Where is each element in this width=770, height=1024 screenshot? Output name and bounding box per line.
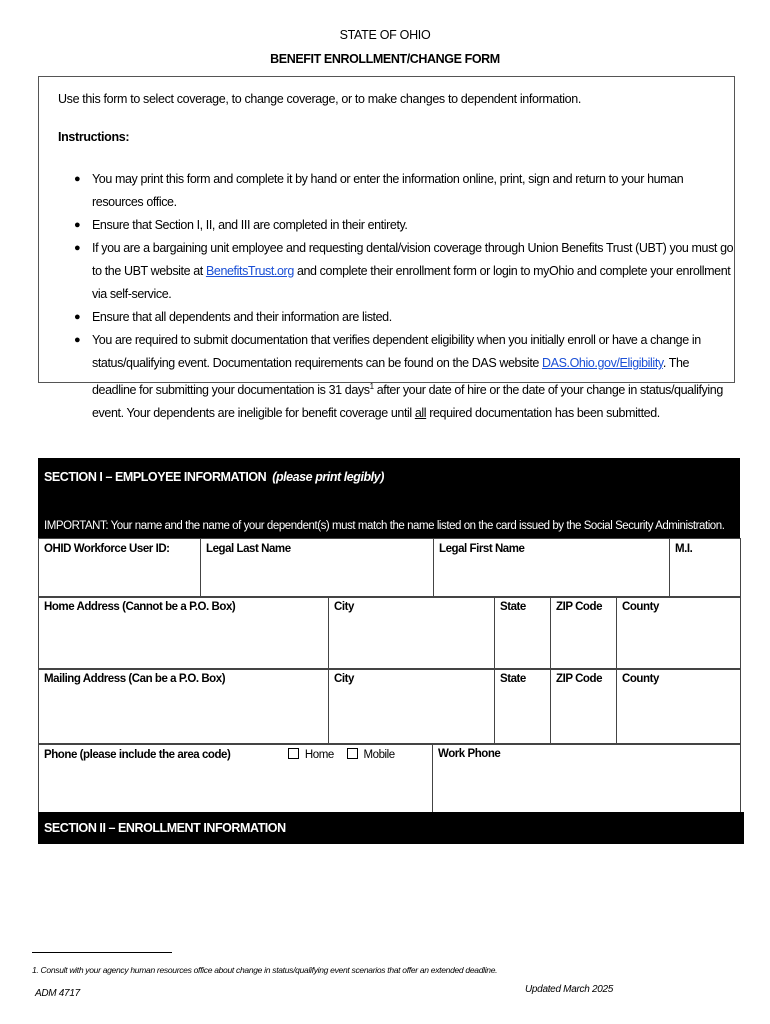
emphasis-all: all [414,406,427,421]
instruction-text: Ensure that Section I, II, and III are completed in their entirety. [92,218,408,232]
phone-field[interactable] [39,744,433,814]
instruction-item [74,237,734,306]
section1-title [44,470,384,484]
ohid-field[interactable] [39,539,201,598]
phone-label: Phone (please include the area code) [44,749,231,761]
state-heading: STATE OF OHIO [339,28,431,42]
zip-label: ZIP Code [556,673,603,685]
intro-text: Use this form to select coverage, to change coverage, or to make changes to dependent information. [58,92,581,106]
mailing-county-field[interactable] [617,669,741,745]
city-label: City [334,601,354,613]
mi-label: M.I. [675,543,693,555]
updated-date: Updated March 2025 [525,984,613,995]
name-row [38,538,741,598]
instruction-item [74,329,734,425]
instruction-text: . The deadline for submitting your documentation is 31 days [92,356,690,398]
home-address-row [38,596,741,670]
form-number: ADM 4717 [35,988,80,999]
bullet-icon: ● [74,219,81,231]
home-checkbox[interactable] [288,748,299,759]
mobile-option-label: Mobile [363,749,395,761]
instruction-text: required documentation has been submitted. [426,406,660,421]
work-phone-field[interactable] [433,744,741,814]
home-address-field[interactable] [39,597,329,670]
section1-title-note: (please print legibly) [272,470,384,484]
zip-label: ZIP Code [556,601,603,613]
instructions-title: Instructions: [58,130,130,144]
instruction-item [74,306,734,329]
das-eligibility-link[interactable]: DAS.Ohio.gov/Eligibility [542,356,663,370]
section1-title-text: SECTION I – EMPLOYEE INFORMATION [44,470,267,484]
footnote-ref: 1 [369,382,374,391]
phone-row [38,743,741,814]
important-note: IMPORTANT: Your name and the name of your dependent(s) must match the name listed on the card issued by the Social Security Administration. [44,520,725,532]
ohid-label: OHID Workforce User ID: [44,543,170,555]
home-zip-field[interactable] [551,597,617,670]
instruction-text: You may print this form and complete it by hand or enter the information online, print, sign and return to your human resources office. [92,172,684,209]
mailing-address-row [38,668,741,745]
instruction-text: and complete their enrollment form or login to myOhio and complete your enrollment via self-service. [92,264,731,301]
mailing-zip-field[interactable] [551,669,617,745]
first-name-field[interactable] [434,539,670,598]
instruction-text: You are required to submit documentation that verifies dependent eligibility when you initially enroll or have a change in status/qualifying event. Documentation requirements can be found on the DAS website [92,333,701,370]
home-address-label: Home Address (Cannot be a P.O. Box) [44,601,236,613]
form-title: BENEFIT ENROLLMENT/CHANGE FORM [270,52,500,66]
benefits-trust-link[interactable]: BenefitsTrust.org [205,264,294,278]
work-phone-label: Work Phone [438,748,501,760]
mi-field[interactable] [670,539,741,598]
first-name-label: Legal First Name [439,543,525,555]
home-option-label: Home [304,749,334,761]
home-city-field[interactable] [329,597,495,670]
instructions-list [74,168,734,425]
last-name-field[interactable] [201,539,434,598]
instruction-item [74,214,734,237]
home-county-field[interactable] [617,597,741,670]
bullet-icon: ● [74,334,81,346]
instruction-text: after your date of hire or the date of your change in status/qualifying event. Your dependents are ineligible for benefit coverage until [92,383,723,421]
section2-header [38,812,744,844]
county-label: County [622,601,659,613]
mailing-city-field[interactable] [329,669,495,745]
last-name-label: Legal Last Name [206,543,291,555]
county-label: County [622,673,659,685]
bullet-icon: ● [74,311,81,323]
footnote-divider [32,952,172,953]
bullet-icon: ● [74,242,81,254]
instruction-text: Ensure that all dependents and their information are listed. [92,310,392,324]
section2-title: SECTION II – ENROLLMENT INFORMATION [44,821,286,835]
city-label: City [334,673,354,685]
footnote: 1. Consult with your agency human resources office about change in status/qualifying event scenarios that offer an extended deadline. [32,965,498,975]
home-state-field[interactable] [495,597,551,670]
mailing-state-field[interactable] [495,669,551,745]
bullet-icon: ● [74,173,81,185]
mobile-checkbox[interactable] [347,748,358,759]
state-label: State [500,673,526,685]
section1-header [38,458,740,538]
state-label: State [500,601,526,613]
mailing-address-label: Mailing Address (Can be a P.O. Box) [44,673,226,685]
mailing-address-field[interactable] [39,669,329,745]
instruction-item [74,168,734,214]
instruction-text: If you are a bargaining unit employee and requesting dental/vision coverage through Union Benefits Trust (UBT) you must go to the UBT website at [92,241,734,278]
